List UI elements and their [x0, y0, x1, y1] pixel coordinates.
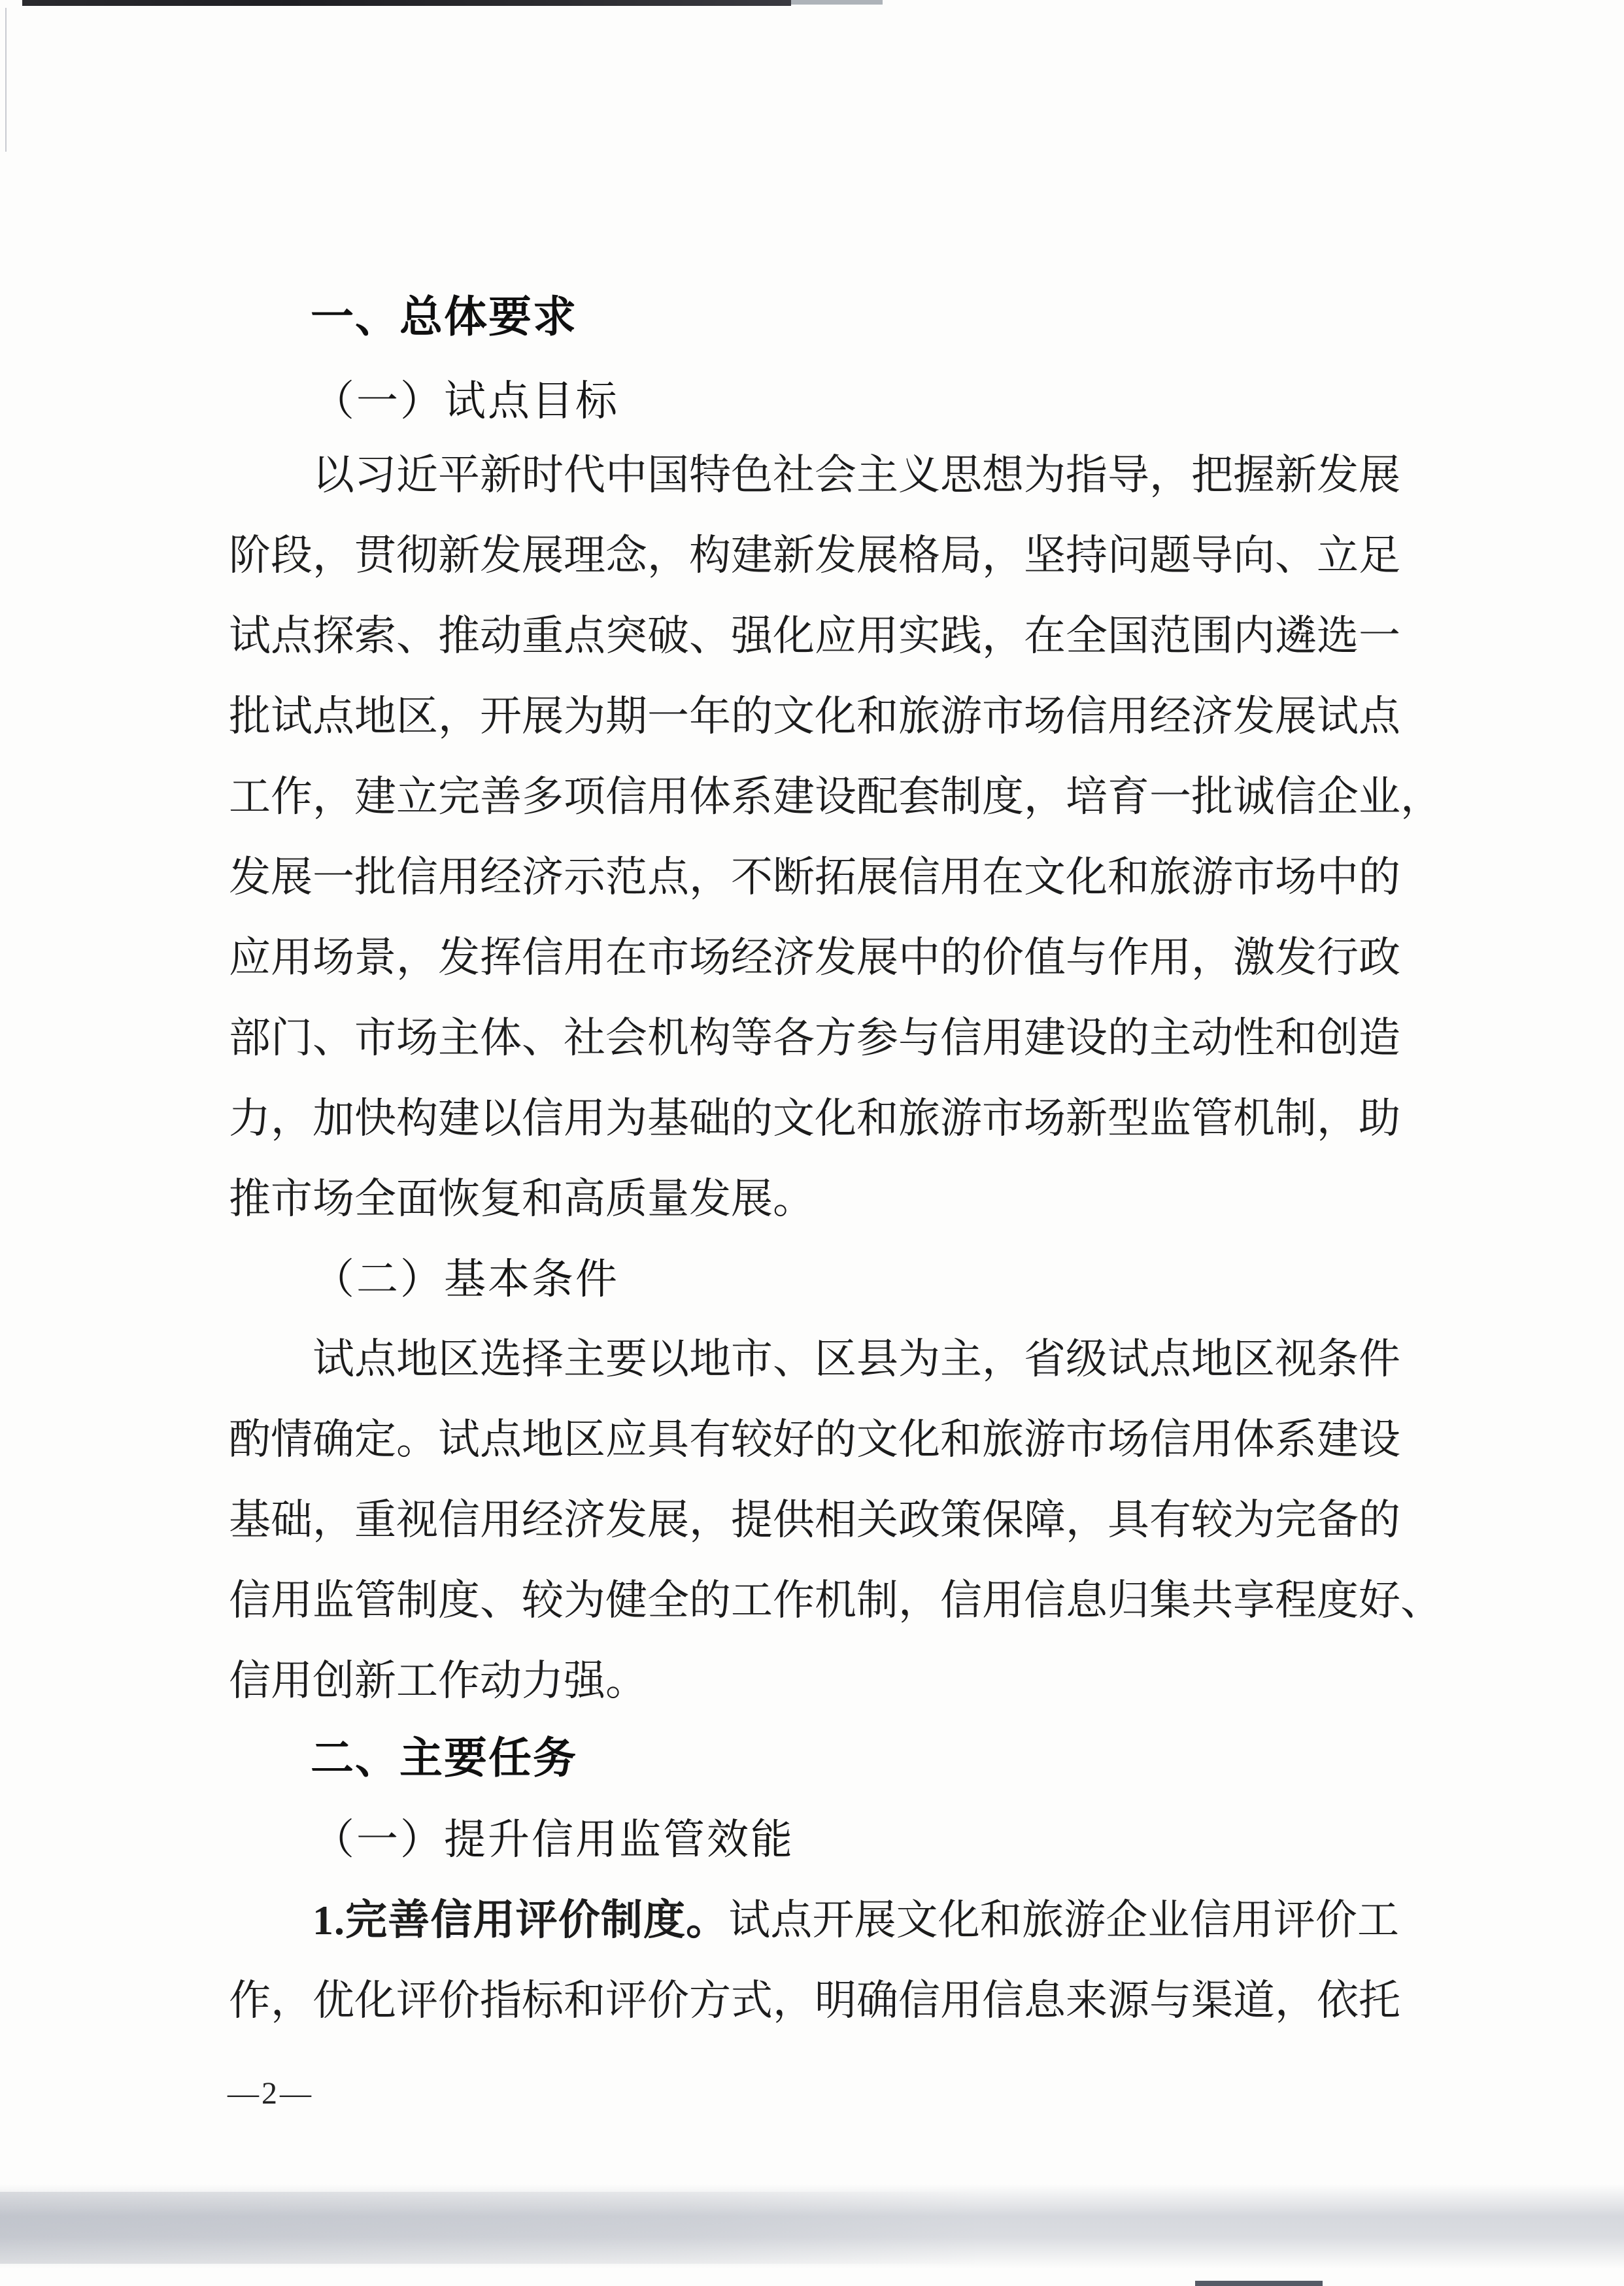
paragraph1-line: 以习近平新时代中国特色社会主义思想为指导，把握新发展 [313, 452, 1400, 498]
paragraph1-line: 工作，建立完善多项信用体系建设配套制度，培育一批诚信企业， [229, 774, 1442, 820]
paragraph1-line: 推市场全面恢复和高质量发展。 [229, 1176, 815, 1222]
paragraph1-line: 应用场景，发挥信用在市场经济发展中的价值与作用，激发行政 [229, 934, 1400, 981]
paragraph1-line: 试点探索、推动重点突破、强化应用实践，在全国范围内遴选一 [229, 613, 1400, 659]
page-number: —2— [228, 2076, 314, 2111]
paragraph2-line: 试点地区选择主要以地市、区县为主，省级试点地区视条件 [313, 1336, 1400, 1382]
paragraph1-line: 部门、市场主体、社会机构等各方参与信用建设的主动性和创造 [229, 1015, 1400, 1061]
scan-artifact-left-line [5, 8, 7, 152]
item1-line: 作，优化评价指标和评价方式，明确信用信息来源与渠道，依托 [229, 1977, 1400, 2024]
paragraph2-line: 信用创新工作动力强。 [229, 1658, 647, 1704]
paragraph1-line: 力，加快构建以信用为基础的文化和旅游市场新型监管机制，助 [229, 1095, 1400, 1142]
subheading-credit-supervision: （一）提升信用监管效能 [313, 1817, 794, 1863]
scan-artifact-bottom-band-shade [0, 2192, 981, 2264]
paragraph2-line: 基础，重视信用经济发展，提供相关政策保障，具有较为完备的 [229, 1497, 1400, 1543]
scan-artifact-bottom-right-mark [1195, 2281, 1323, 2286]
item1-line1-text: 试点开展文化和旅游企业信用评价工 [728, 1897, 1400, 1943]
subheading-basic-conditions: （二）基本条件 [313, 1256, 619, 1303]
paragraph1-line: 批试点地区，开展为期一年的文化和旅游市场信用经济发展试点 [229, 693, 1400, 740]
paragraph2-line: 酌情确定。试点地区应具有较好的文化和旅游市场信用体系建设 [229, 1416, 1400, 1463]
section-heading-2: 二、主要任务 [311, 1733, 577, 1783]
scan-artifact-top-strip [22, 0, 791, 6]
scan-artifact-top-strip-tail [791, 0, 883, 5]
paragraph1-line: 阶段，贯彻新发展理念，构建新发展格局，坚持问题导向、立足 [229, 532, 1400, 579]
item1-line [229, 1895, 1399, 1946]
subheading-pilot-goal: （一）试点目标 [313, 378, 619, 424]
paragraph2-line: 信用监管制度、较为健全的工作机制，信用信息归集共享程度好、 [229, 1577, 1442, 1624]
section-heading-1: 一、总体要求 [311, 292, 577, 342]
item1-lead-title: 1.完善信用评价制度。 [313, 1897, 729, 1943]
paragraph1-line: 发展一批信用经济示范点，不断拓展信用在文化和旅游市场中的 [229, 854, 1400, 900]
